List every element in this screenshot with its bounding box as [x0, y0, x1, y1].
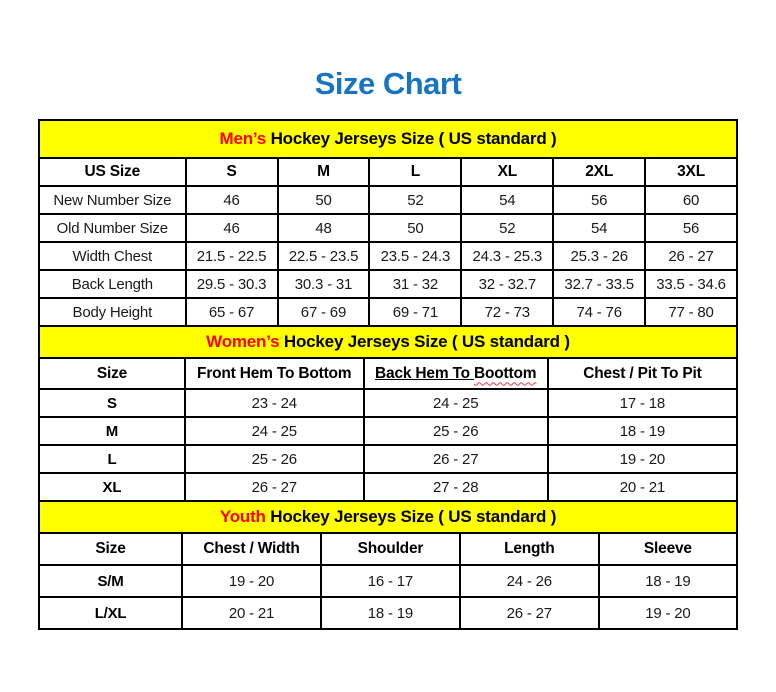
column-header-row: [39, 533, 737, 565]
table-caption-row: [39, 120, 737, 158]
table-row: [39, 445, 737, 473]
column-header-text: Back Hem To: [375, 364, 475, 382]
table-caption: [39, 326, 737, 358]
table-row: [39, 597, 737, 629]
size-value-cell: 50: [369, 214, 461, 242]
size-value-cell: 23 - 24: [185, 389, 364, 417]
size-value-cell: 24.3 - 25.3: [461, 242, 553, 270]
table-row: [39, 186, 737, 214]
row-label: L/XL: [39, 597, 182, 629]
caption-text: Hockey Jerseys Size ( US standard ): [279, 332, 570, 351]
size-value-cell: 56: [645, 214, 737, 242]
size-value-cell: 17 - 18: [548, 389, 737, 417]
column-header: M: [278, 158, 370, 186]
column-header: Chest / Pit To Pit: [548, 358, 737, 389]
size-value-cell: 32.7 - 33.5: [553, 270, 645, 298]
row-label: Width Chest: [39, 242, 186, 270]
size-value-cell: 50: [278, 186, 370, 214]
table-row: [39, 270, 737, 298]
size-value-cell: 69 - 71: [369, 298, 461, 326]
size-value-cell: 29.5 - 30.3: [186, 270, 278, 298]
column-header: Size: [39, 533, 182, 565]
size-value-cell: 30.3 - 31: [278, 270, 370, 298]
column-header: Chest / Width: [182, 533, 321, 565]
size-value-cell: 25 - 26: [185, 445, 364, 473]
size-value-cell: 33.5 - 34.6: [645, 270, 737, 298]
size-value-cell: 54: [553, 214, 645, 242]
size-value-cell: 24 - 26: [460, 565, 599, 597]
column-header: Front Hem To Bottom: [185, 358, 364, 389]
size-value-cell: 27 - 28: [364, 473, 548, 501]
size-value-cell: 18 - 19: [599, 565, 737, 597]
table-caption: [39, 501, 737, 533]
size-value-cell: 31 - 32: [369, 270, 461, 298]
size-value-cell: 52: [461, 214, 553, 242]
size-value-cell: 18 - 19: [548, 417, 737, 445]
table-row: [39, 214, 737, 242]
size-value-cell: 24 - 25: [364, 389, 548, 417]
column-header: Length: [460, 533, 599, 565]
column-header: [364, 358, 548, 389]
column-header: 2XL: [553, 158, 645, 186]
size-value-cell: 32 - 32.7: [461, 270, 553, 298]
row-label: L: [39, 445, 185, 473]
size-table-youth: [38, 500, 738, 630]
size-table-womens: [38, 325, 738, 502]
size-value-cell: 24 - 25: [185, 417, 364, 445]
row-label: S/M: [39, 565, 182, 597]
size-value-cell: 26 - 27: [645, 242, 737, 270]
column-header: S: [186, 158, 278, 186]
caption-text: Hockey Jerseys Size ( US standard ): [265, 507, 557, 526]
size-value-cell: 26 - 27: [460, 597, 599, 629]
column-header-row: [39, 358, 737, 389]
row-label: S: [39, 389, 185, 417]
size-table-mens: [38, 119, 738, 327]
table-row: [39, 565, 737, 597]
size-value-cell: 20 - 21: [548, 473, 737, 501]
size-value-cell: 65 - 67: [186, 298, 278, 326]
size-value-cell: 46: [186, 186, 278, 214]
size-value-cell: 72 - 73: [461, 298, 553, 326]
size-value-cell: 19 - 20: [182, 565, 321, 597]
size-value-cell: 56: [553, 186, 645, 214]
column-header: XL: [461, 158, 553, 186]
size-value-cell: 67 - 69: [278, 298, 370, 326]
row-label: Body Height: [39, 298, 186, 326]
caption-highlight: Youth: [219, 507, 266, 526]
size-value-cell: 20 - 21: [182, 597, 321, 629]
size-value-cell: 19 - 20: [599, 597, 737, 629]
size-value-cell: 19 - 20: [548, 445, 737, 473]
size-value-cell: 22.5 - 23.5: [278, 242, 370, 270]
table-row: [39, 389, 737, 417]
size-value-cell: 46: [186, 214, 278, 242]
size-value-cell: 26 - 27: [364, 445, 548, 473]
row-label: New Number Size: [39, 186, 186, 214]
size-value-cell: 60: [645, 186, 737, 214]
size-value-cell: 23.5 - 24.3: [369, 242, 461, 270]
column-header: US Size: [39, 158, 186, 186]
size-value-cell: 54: [461, 186, 553, 214]
size-value-cell: 21.5 - 22.5: [186, 242, 278, 270]
table-caption-row: [39, 326, 737, 358]
table-row: [39, 298, 737, 326]
caption-highlight: Men’s: [219, 129, 267, 148]
table-caption-row: [39, 501, 737, 533]
column-header: Shoulder: [321, 533, 460, 565]
size-value-cell: 26 - 27: [185, 473, 364, 501]
column-header-row: [39, 158, 737, 186]
misspelled-word: Boottom: [474, 364, 537, 382]
column-header: L: [369, 158, 461, 186]
row-label: Old Number Size: [39, 214, 186, 242]
column-header: 3XL: [645, 158, 737, 186]
size-chart-tables: [0, 119, 776, 630]
row-label: Back Length: [39, 270, 186, 298]
size-value-cell: 16 - 17: [321, 565, 460, 597]
size-value-cell: 52: [369, 186, 461, 214]
caption-text: Hockey Jerseys Size ( US standard ): [266, 129, 557, 148]
size-value-cell: 74 - 76: [553, 298, 645, 326]
page-title: Size Chart: [314, 66, 462, 101]
column-header: Size: [39, 358, 185, 389]
row-label: M: [39, 417, 185, 445]
table-row: [39, 242, 737, 270]
table-caption: [39, 120, 737, 158]
size-value-cell: 25 - 26: [364, 417, 548, 445]
size-value-cell: 25.3 - 26: [553, 242, 645, 270]
caption-highlight: Women’s: [206, 332, 280, 351]
size-value-cell: 18 - 19: [321, 597, 460, 629]
table-row: [39, 417, 737, 445]
column-header: Sleeve: [599, 533, 737, 565]
row-label: XL: [39, 473, 185, 501]
table-row: [39, 473, 737, 501]
size-value-cell: 77 - 80: [645, 298, 737, 326]
size-value-cell: 48: [278, 214, 370, 242]
